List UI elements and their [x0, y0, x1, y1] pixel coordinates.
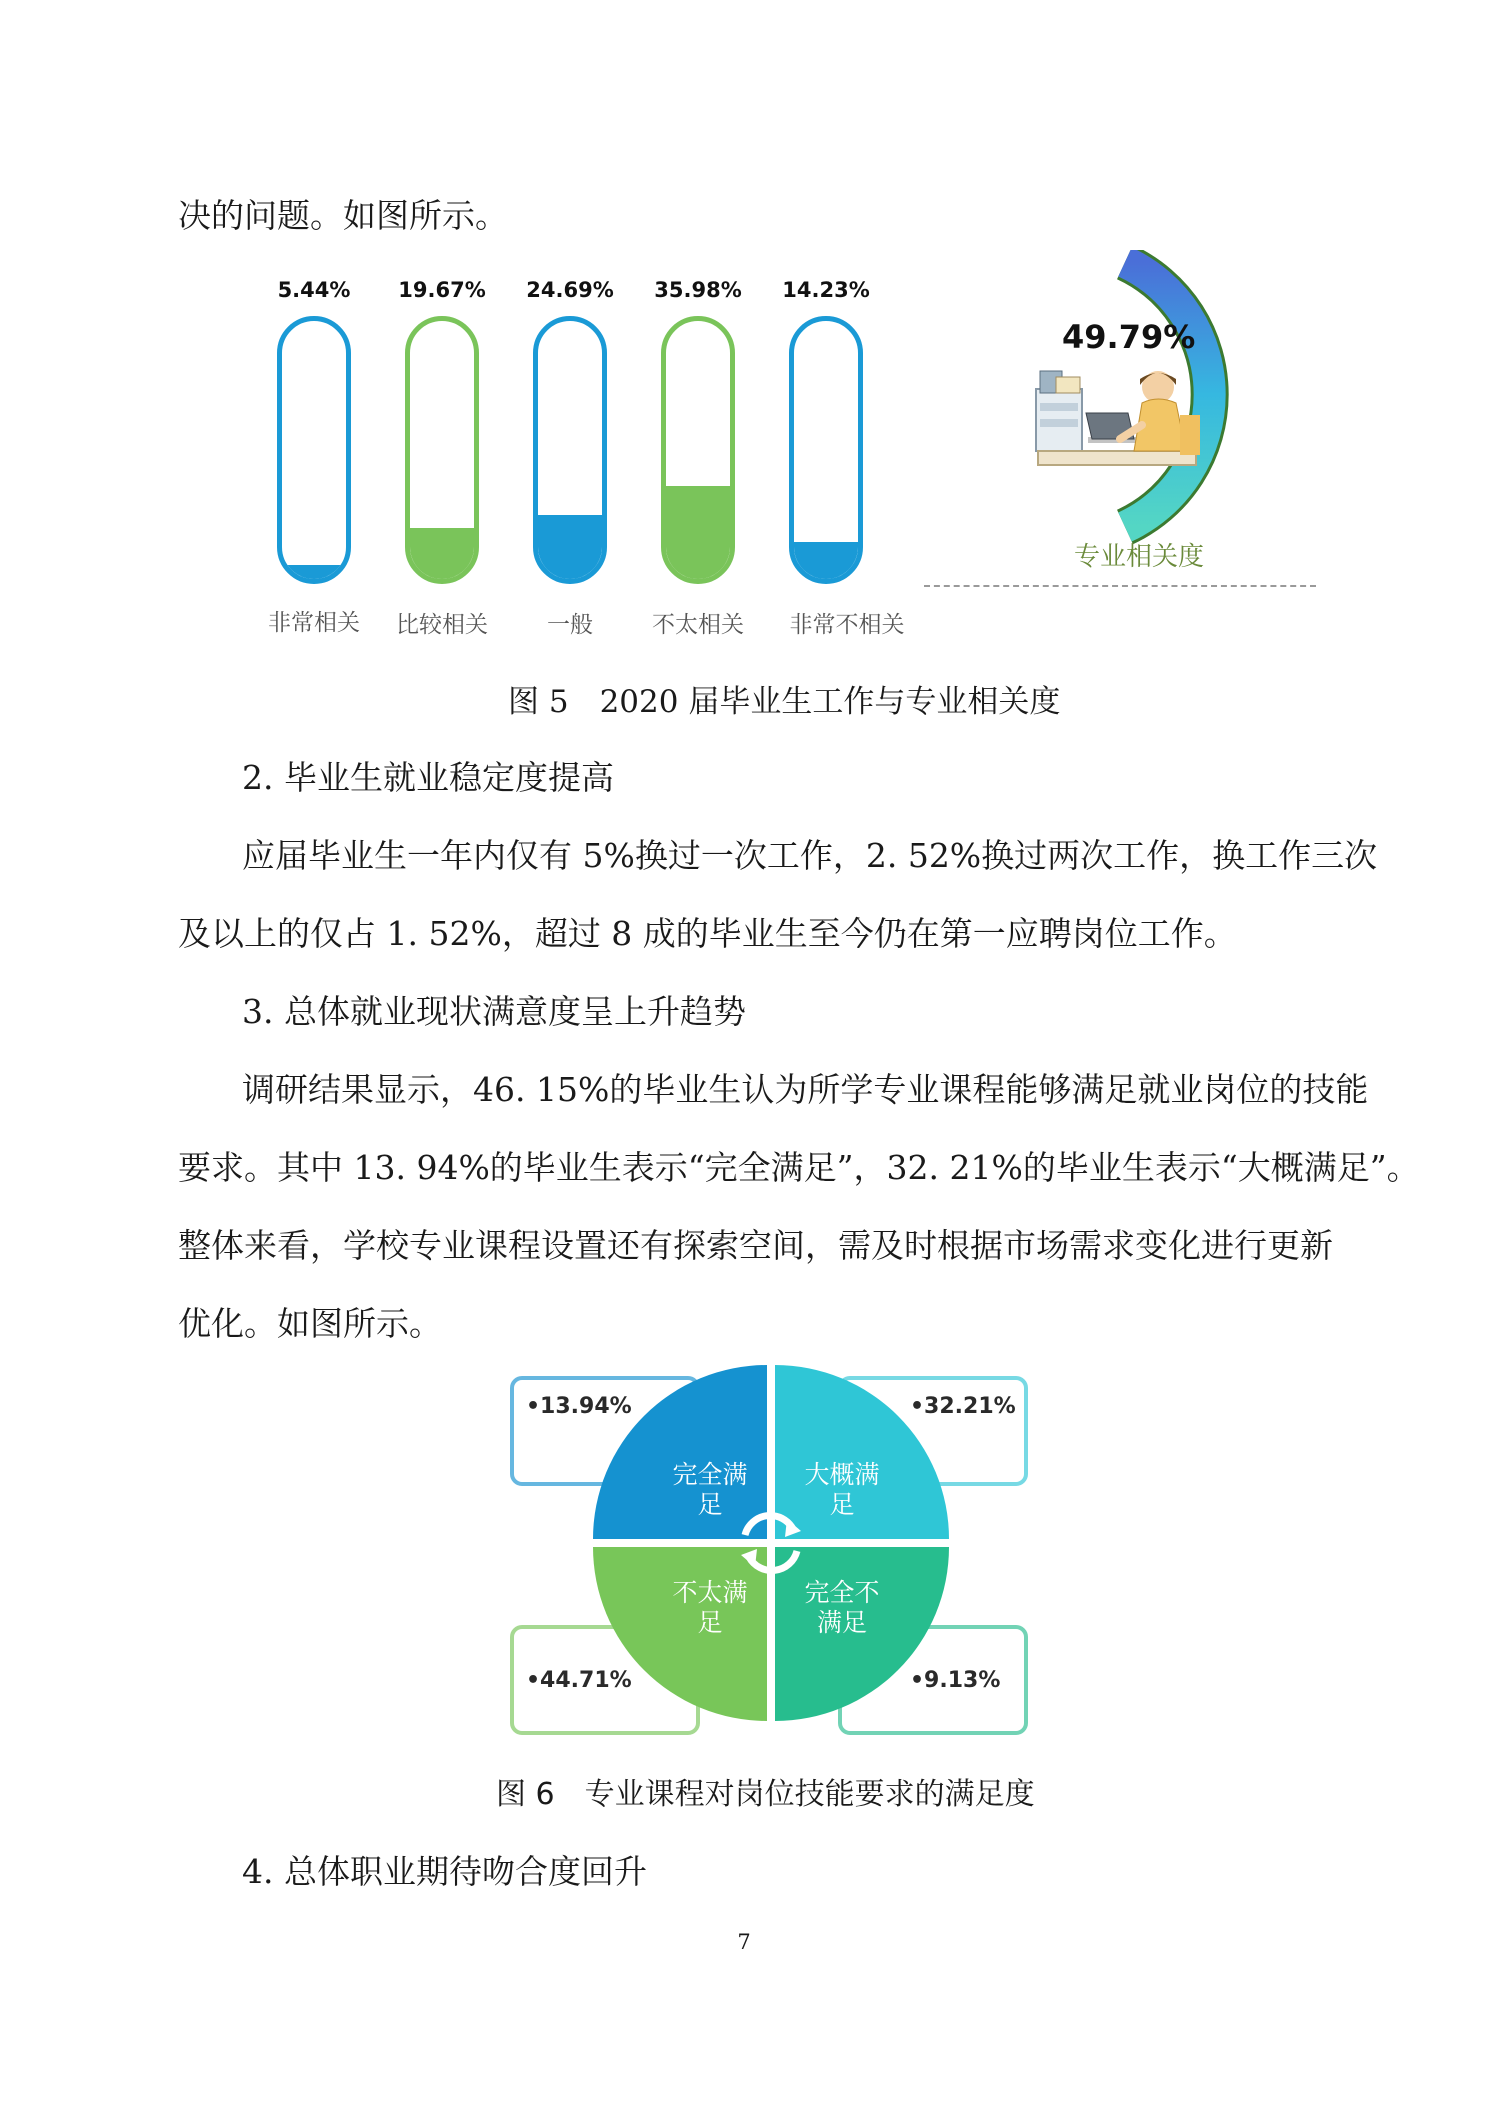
office-worker-illustration [1030, 365, 1205, 495]
tube-label: 比较相关 [396, 612, 488, 638]
paragraph-2-line-1: 应届毕业生一年内仅有 5%换过一次工作，2. 52%换过两次工作，换工作三次 [242, 836, 1378, 875]
section-heading-3: 3. 总体就业现状满意度呈上升趋势 [242, 992, 746, 1031]
quadrant-label-not-very-satisfied: 不太满 足 [672, 1578, 748, 1637]
section-heading-2: 2. 毕业生就业稳定度提高 [242, 758, 614, 797]
tube-fairly-related [405, 316, 479, 584]
percent-not-very-satisfied: •44.71% [526, 1668, 632, 1693]
tube-very-related [277, 316, 351, 584]
section-heading-4: 4. 总体职业期待吻合度回升 [242, 1852, 647, 1891]
gauge-percent: 49.79% [1062, 318, 1196, 356]
tube-fill [410, 528, 474, 579]
tube-fill [794, 542, 858, 579]
figure-6-caption: 图 6 专业课程对岗位技能要求的满足度 [496, 1777, 1035, 1812]
paragraph-3-line-3: 整体来看，学校专业课程设置还有探索空间，需及时根据市场需求变化进行更新 [178, 1226, 1333, 1265]
paragraph-2-line-2: 及以上的仅占 1. 52%，超过 8 成的毕业生至今仍在第一应聘岗位工作。 [178, 914, 1237, 953]
paragraph-intro-tail: 决的问题。如图所示。 [178, 196, 508, 235]
quadrant-label-mostly-satisfied: 大概满 足 [804, 1460, 880, 1519]
paragraph-3-line-2: 要求。其中 13. 94%的毕业生表示“完全满足”，32. 21%的毕业生表示“大概满足”。 [178, 1148, 1420, 1187]
percent-not-satisfied: •9.13% [910, 1668, 1001, 1693]
tube-label: 不太相关 [652, 612, 744, 638]
quadrant-label-fully-satisfied: 完全满 足 [672, 1460, 748, 1519]
tube-fill [666, 486, 730, 579]
tube-percent: 35.98% [654, 278, 742, 302]
percent-mostly-satisfied: •32.21% [910, 1394, 1016, 1419]
figure-5-caption: 图 5 2020 届毕业生工作与专业相关度 [508, 684, 1061, 720]
paragraph-3-line-1: 调研结果显示，46. 15%的毕业生认为所学专业课程能够满足就业岗位的技能 [242, 1070, 1369, 1109]
tube-percent: 14.23% [782, 278, 870, 302]
tube-average [533, 316, 607, 584]
quadrant-label-not-satisfied: 完全不 满足 [804, 1578, 880, 1637]
tube-not-related [789, 316, 863, 584]
paragraph-3-line-4: 优化。如图所示。 [178, 1304, 442, 1343]
tube-percent: 5.44% [277, 278, 351, 302]
quadrant-circle [591, 1363, 951, 1723]
tube-percent: 19.67% [398, 278, 486, 302]
percent-fully-satisfied: •13.94% [526, 1394, 632, 1419]
page-number: 7 [737, 1930, 751, 1954]
tube-fill [538, 515, 602, 579]
gauge-label: 专业相关度 [1074, 542, 1205, 572]
tube-percent: 24.69% [526, 278, 614, 302]
tube-not-very-related [661, 316, 735, 584]
tube-label: 非常相关 [268, 610, 360, 636]
tube-label: 非常不相关 [789, 612, 905, 638]
dashed-divider [924, 585, 1316, 587]
tube-fill [282, 565, 346, 579]
tube-label: 一般 [547, 612, 593, 638]
